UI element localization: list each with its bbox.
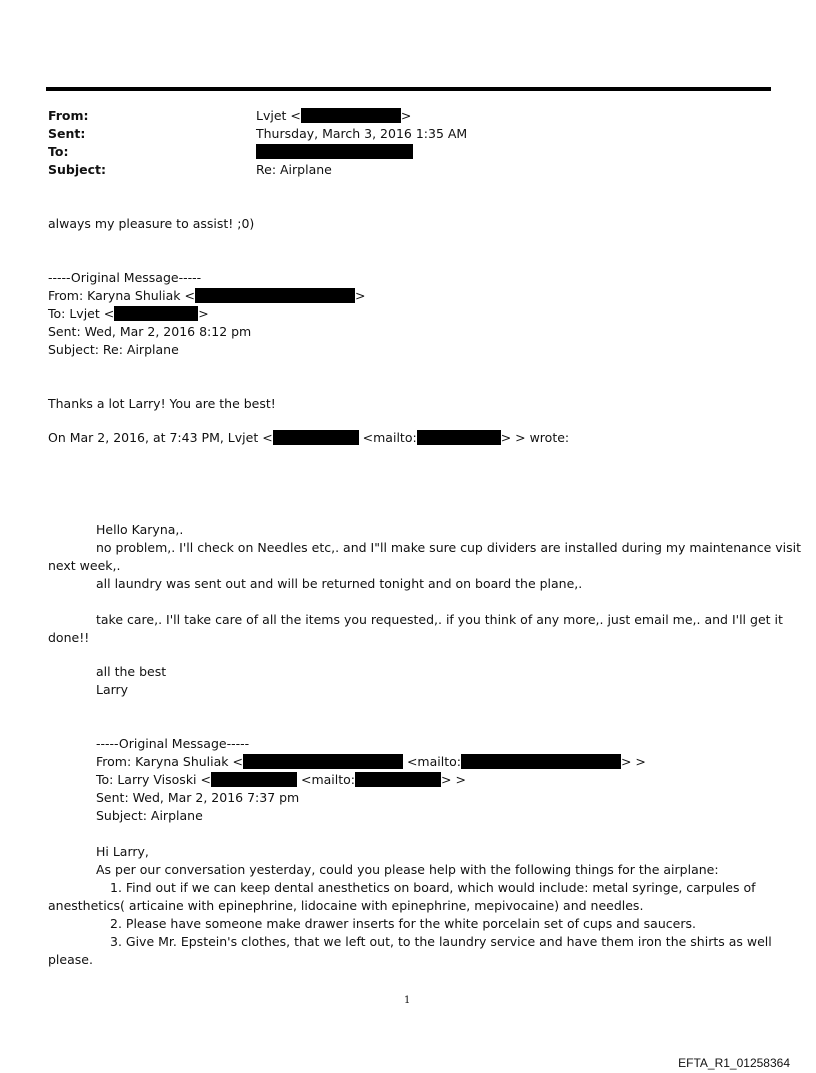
orig2-to-prefix: To: Larry Visoski < (96, 772, 211, 787)
document-id: EFTA_R1_01258364 (678, 1056, 790, 1070)
orig2-from (96, 753, 646, 771)
redaction-block (417, 430, 501, 445)
larry-para3-cont: done!! (48, 630, 90, 645)
sent-value: Thursday, March 3, 2016 1:35 AM (256, 126, 468, 141)
redaction-block (461, 754, 621, 769)
to-label: To: (48, 144, 69, 159)
orig2-to-mailto: <mailto: (300, 772, 355, 787)
larry-signature: Larry (96, 682, 129, 697)
larry-closing: all the best (96, 664, 167, 679)
orig2-from-suffix: > > (620, 754, 646, 769)
orig2-to-suffix: > > (441, 772, 466, 787)
orig1-subject: Subject: Re: Airplane (48, 342, 179, 357)
larry-para3: take care,. I'll take care of all the items you requested,. if you think of any more,. just email me,. and I'll get it (96, 612, 783, 627)
header-rule (46, 87, 771, 91)
orig1-from-prefix: From: Karyna Shuliak < (48, 288, 195, 303)
orig2-item2: 2. Please have someone make drawer inserts for the white porcelain set of cups and saucers. (110, 916, 696, 931)
orig1-to-close: > (198, 306, 209, 321)
orig1-from (48, 287, 365, 305)
orig2-from-prefix: From: Karyna Shuliak < (96, 754, 243, 769)
orig2-item3-cont: please. (48, 952, 93, 967)
orig1-body: Thanks a lot Larry! You are the best! (48, 396, 276, 411)
orig2-to (96, 771, 466, 789)
orig2-item3: 3. Give Mr. Epstein's clothes, that we left out, to the laundry service and have them iron the shirts as well (110, 934, 772, 949)
from-label: From: (48, 108, 89, 123)
redaction-block (211, 772, 297, 787)
redaction-block (195, 288, 355, 303)
larry-para2: all laundry was sent out and will be returned tonight and on board the plane,. (96, 576, 583, 591)
from-name: Lvjet < (256, 108, 301, 123)
reply-text: always my pleasure to assist! ;0) (48, 216, 255, 231)
larry-greeting: Hello Karyna,. (96, 522, 184, 537)
orig2-item1-cont: anesthetics( articaine with epinephrine, lidocaine with epinephrine, mepivocaine) and needles. (48, 898, 644, 913)
orig2-from-mailto: <mailto: (406, 754, 461, 769)
wrote-suffix: > > wrote: (500, 430, 570, 445)
larry-para1: no problem,. I'll check on Needles etc,. and I"ll make sure cup dividers are installed during my maintenance visit (96, 540, 802, 555)
orig1-wrote-line (48, 429, 569, 447)
sent-label: Sent: (48, 126, 86, 141)
orig2-intro: As per our conversation yesterday, could you please help with the following things for the airplane: (96, 862, 719, 877)
redaction-block (273, 430, 359, 445)
orig1-from-close: > (354, 288, 366, 303)
page-number: 1 (404, 995, 411, 1006)
orig2-marker: -----Original Message----- (96, 736, 250, 751)
orig1-sent: Sent: Wed, Mar 2, 2016 8:12 pm (48, 324, 252, 339)
wrote-mailto: <mailto: (362, 430, 417, 445)
orig2-sent: Sent: Wed, Mar 2, 2016 7:37 pm (96, 790, 300, 805)
larry-para1-cont: next week,. (48, 558, 121, 573)
subject-value: Re: Airplane (256, 162, 332, 177)
wrote-prefix: On Mar 2, 2016, at 7:43 PM, Lvjet < (48, 430, 273, 445)
redaction-block (301, 108, 401, 123)
orig1-marker: -----Original Message----- (48, 270, 202, 285)
orig1-to-prefix: To: Lvjet < (48, 306, 115, 321)
to-value (256, 143, 413, 161)
orig2-greeting: Hi Larry, (96, 844, 149, 859)
subject-label: Subject: (48, 162, 106, 177)
from-close: > (400, 108, 412, 123)
redaction-block (243, 754, 403, 769)
redaction-block (355, 772, 441, 787)
orig1-to (48, 305, 209, 323)
from-value (256, 107, 411, 125)
redaction-block (114, 306, 198, 321)
redaction-block (256, 144, 413, 159)
orig2-subject: Subject: Airplane (96, 808, 203, 823)
orig2-item1: 1. Find out if we can keep dental anesthetics on board, which would include: metal syringe, carpules of (110, 880, 756, 895)
